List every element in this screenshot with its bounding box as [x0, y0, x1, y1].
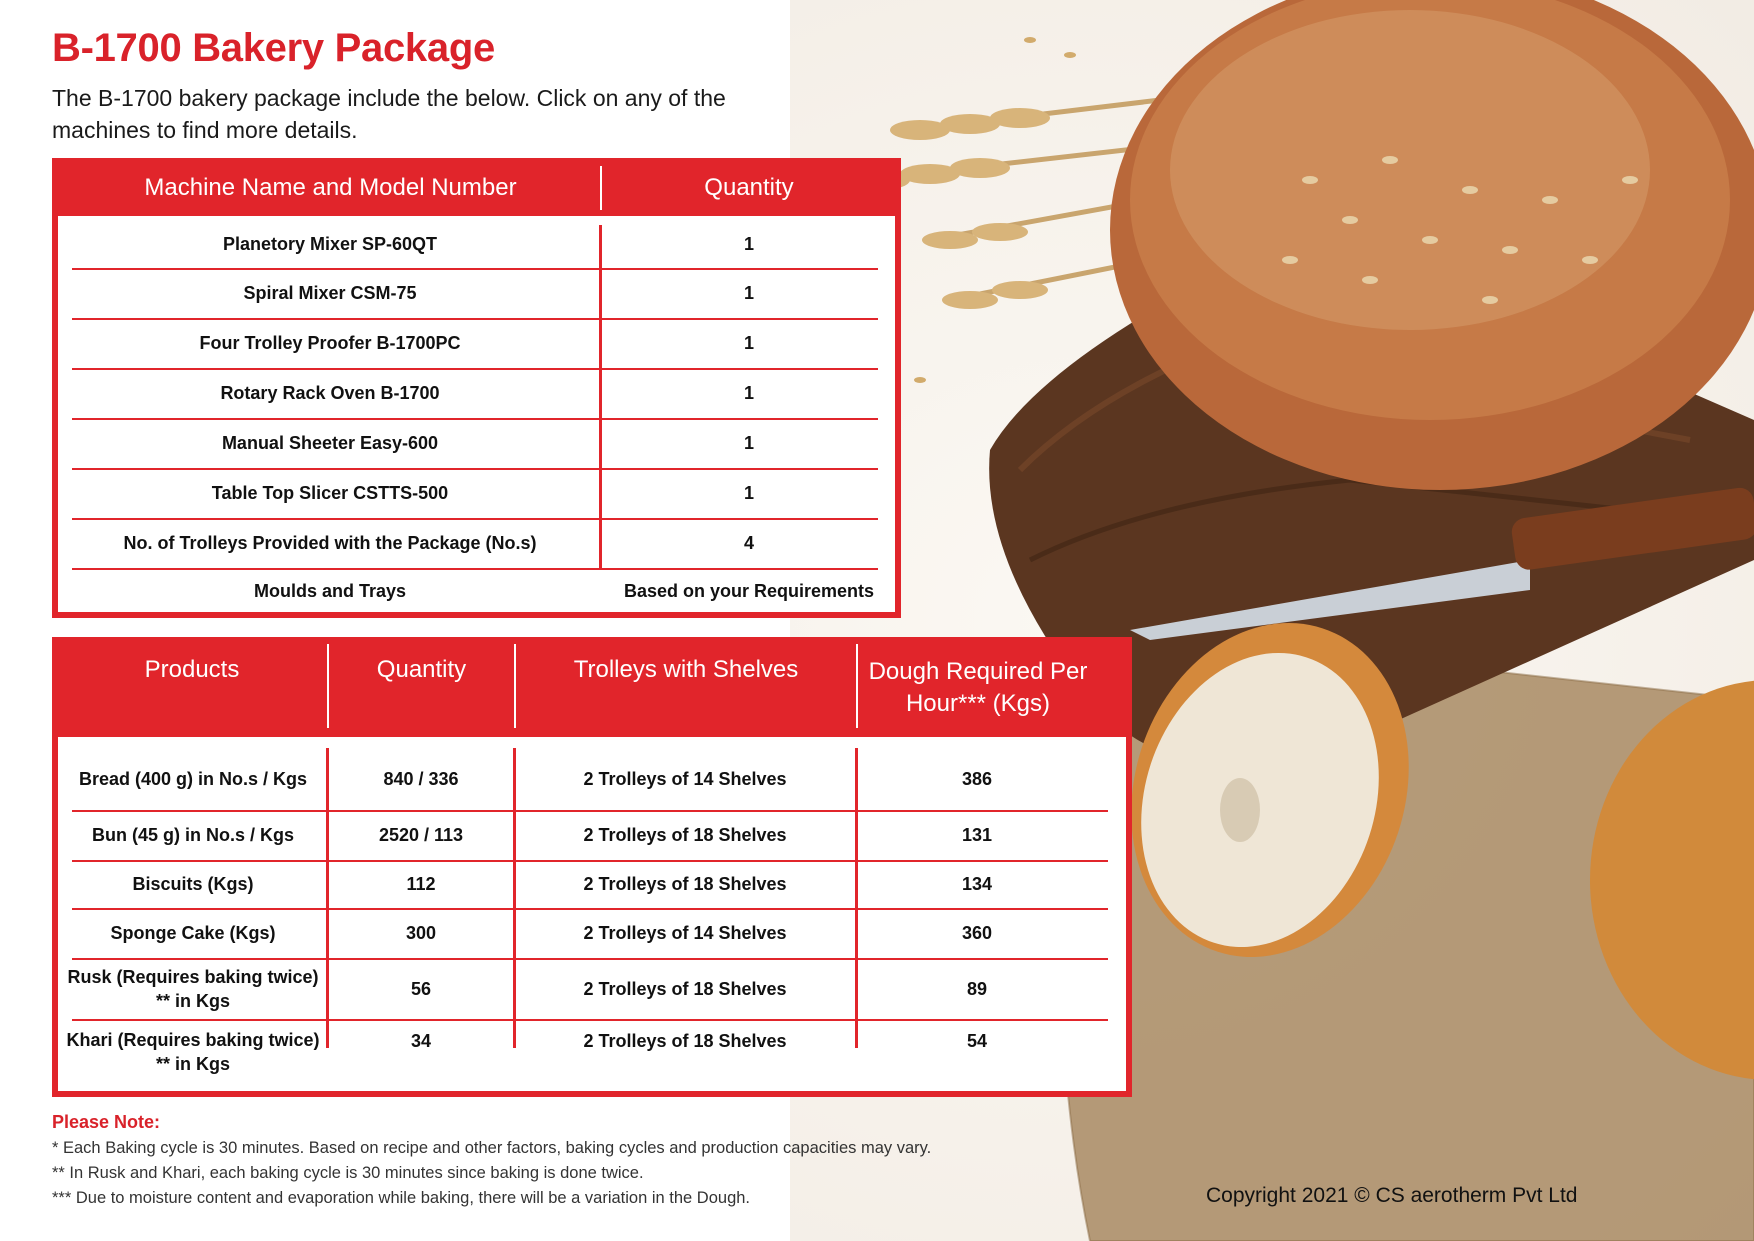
product-qty: 300 — [405, 923, 437, 943]
product-name: Biscuits (Kgs) — [132, 874, 254, 894]
product-qty: 56 — [410, 978, 432, 999]
products-header-dough: Dough Required Per Hour*** (Kgs) — [868, 658, 1088, 717]
product-trolleys: 2 Trolleys of 18 Shelves — [583, 1031, 787, 1051]
machine-row-qty: Based on your Requirements — [623, 581, 875, 601]
machine-row-name[interactable]: Planetory Mixer SP-60QT — [222, 234, 438, 254]
machine-row-qty: 1 — [743, 283, 754, 303]
product-name: Bun (45 g) in No.s / Kgs — [91, 825, 294, 845]
product-dough: 360 — [961, 923, 993, 943]
product-qty: 2520 / 113 — [378, 825, 464, 845]
product-dough: 89 — [966, 978, 988, 999]
product-dough: 131 — [961, 825, 993, 845]
product-name: Sponge Cake (Kgs) — [110, 923, 276, 943]
machine-row-qty: 1 — [743, 333, 754, 353]
product-name: Bread (400 g) in No.s / Kgs — [78, 769, 308, 789]
machine-row-qty: 1 — [743, 483, 754, 503]
machine-row-qty: 1 — [743, 433, 754, 453]
products-header-products: Products — [144, 656, 240, 683]
intro-text: The B-1700 bakery package include the below. Click on any of the machines to find more details. — [52, 85, 726, 143]
machine-row-qty: 1 — [743, 383, 754, 403]
product-trolleys: 2 Trolleys of 14 Shelves — [583, 769, 787, 789]
machines-header-name: Machine Name and Model Number — [144, 174, 517, 201]
product-dough: 386 — [961, 769, 993, 789]
machine-row-name[interactable]: Manual Sheeter Easy-600 — [221, 433, 439, 453]
machine-row-name[interactable]: Moulds and Trays — [253, 581, 407, 601]
note-line: * Each Baking cycle is 30 minutes. Based on recipe and other factors, baking cycles and production capacities may vary. — [52, 1139, 932, 1157]
product-qty: 840 / 336 — [383, 769, 459, 789]
machine-row-name[interactable]: Rotary Rack Oven B-1700 — [220, 383, 440, 403]
machine-row-name[interactable]: No. of Trolleys Provided with the Package (No.s) — [123, 533, 537, 553]
products-header-quantity: Quantity — [376, 656, 467, 683]
product-trolleys: 2 Trolleys of 18 Shelves — [583, 825, 787, 845]
machine-row-qty: 4 — [743, 533, 754, 553]
product-trolleys: 2 Trolleys of 18 Shelves — [583, 874, 787, 894]
product-name: Rusk (Requires baking twice) ** in Kgs — [67, 966, 319, 1011]
note-line: *** Due to moisture content and evaporation while baking, there will be a variation in the Dough. — [52, 1189, 751, 1207]
product-trolleys: 2 Trolleys of 18 Shelves — [583, 978, 787, 999]
machine-row-name[interactable]: Table Top Slicer CSTTS-500 — [211, 483, 449, 503]
machine-row-name[interactable]: Four Trolley Proofer B-1700PC — [199, 333, 461, 353]
machines-header-quantity: Quantity — [704, 174, 794, 201]
note-line: ** In Rusk and Khari, each baking cycle is 30 minutes since baking is done twice. — [52, 1164, 644, 1182]
products-header-trolleys: Trolleys with Shelves — [573, 656, 799, 683]
product-dough: 134 — [961, 874, 993, 894]
product-trolleys: 2 Trolleys of 14 Shelves — [583, 923, 787, 943]
product-name: Khari (Requires baking twice) ** in Kgs — [66, 1030, 320, 1074]
machine-row-name[interactable]: Spiral Mixer CSM-75 — [243, 283, 417, 303]
copyright-text: Copyright 2021 © CS aerotherm Pvt Ltd — [1206, 1184, 1578, 1207]
product-dough: 54 — [966, 1031, 988, 1051]
machine-row-qty: 1 — [743, 234, 754, 254]
page-title: B-1700 Bakery Package — [52, 26, 495, 70]
notes-title: Please Note: — [52, 1112, 161, 1132]
product-qty: 112 — [406, 874, 436, 894]
product-qty: 34 — [410, 1031, 432, 1051]
